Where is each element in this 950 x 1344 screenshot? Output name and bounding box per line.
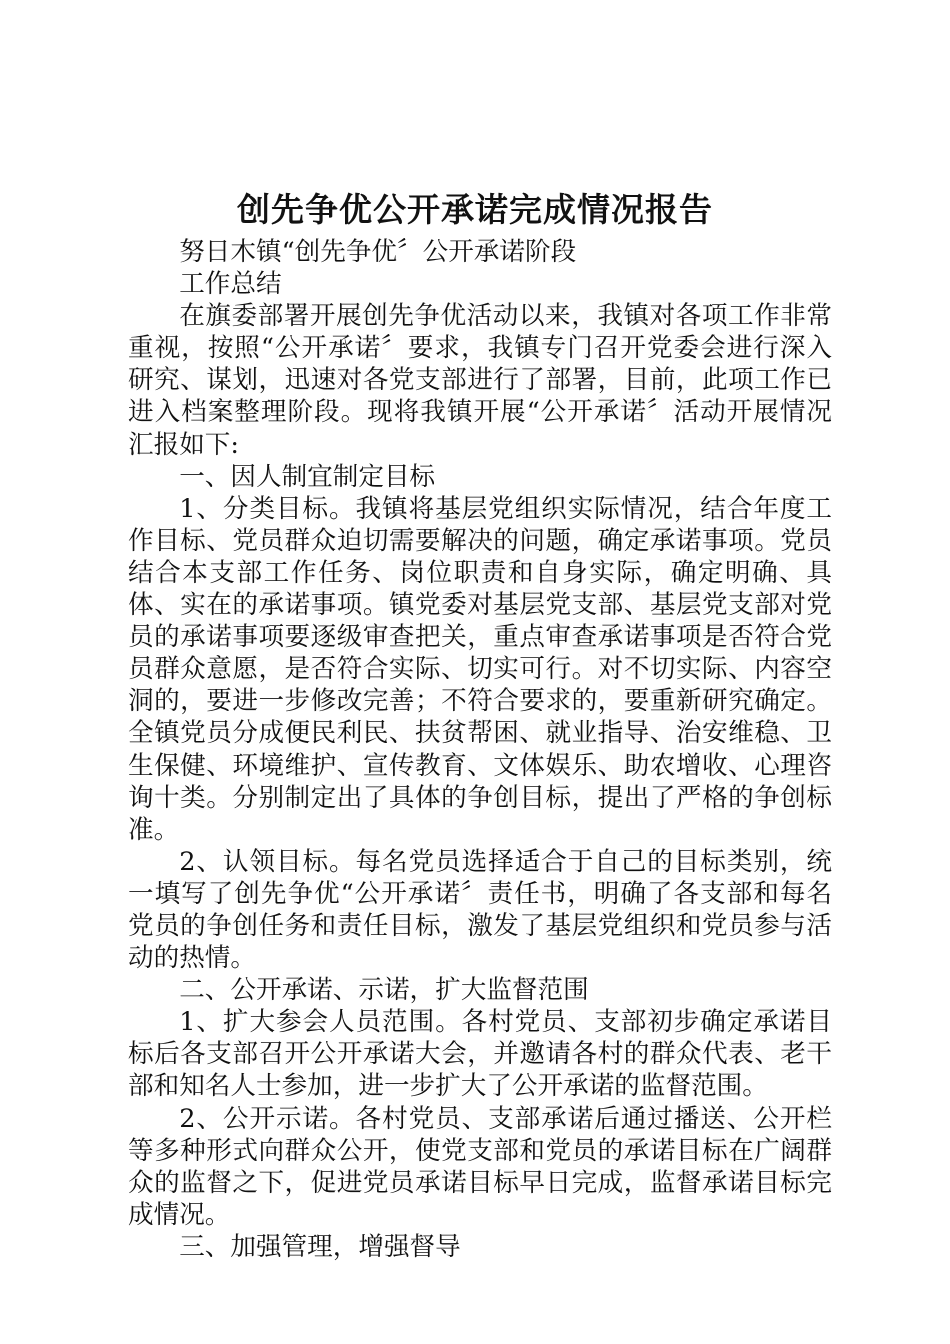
- subtitle-line-2: 工作总结: [179, 269, 282, 300]
- body-paragraph: 1、分类目标。我镇将基层党组织实际情况，结合年度工作目标、党员群众迫切需要解决的问题，确定承诺事项。党员结合本支部工作任务、岗位职责和自身实际，确定明确、具体、实在的承诺事项。镇党委对基层党支部、基层党支部对党员的承诺事项要逐级审查把关，重点审查承诺事项是否符合党员群众意愿，是否符合实际、切实可行。对不切实际、内容空洞的，要进一步修改完善；不符合要求的，要重新研究确定。全镇党员分成便民利民、扶贫帮困、就业指导、治安维稳、卫生保健、环境维护、宣传教育、文体娱乐、助农增收、心理咨询十类。分别制定出了具体的争创目标，提出了严格的争创标准。: [128, 493, 832, 845]
- body-paragraph: 2、公开示诺。各村党员、支部承诺后通过播送、公开栏等多种形式向群众公开，使党支部和党员的承诺目标在广阔群众的监督之下，促进党员承诺目标早日完成，监督承诺目标完成情况。: [128, 1103, 832, 1230]
- section-heading-3: 三、加强管理，增强督导: [179, 1231, 461, 1262]
- body-paragraph: 1、扩大参会人员范围。各村党员、支部初步确定承诺目标后各支部召开公开承诺大会，并邀请各村的群众代表、老干部和知名人士参加，进一步扩大了公开承诺的监督范围。: [128, 1007, 832, 1102]
- intro-paragraph: 在旗委部署开展创先争优活动以来，我镇对各项工作非常重视，按照“公开承诺〞要求，我镇专门召开党委会进行深入研究、谋划，迅速对各党支部进行了部署，目前，此项工作已进入档案整理阶段。现将我镇开展“公开承诺〞活动开展情况汇报如下:: [128, 301, 832, 460]
- document-title: 创先争优公开承诺完成情况报告: [237, 190, 713, 229]
- body-paragraph: 2、认领目标。每名党员选择适合于自己的目标类别，统一填写了创先争优“公开承诺〞责任书，明确了各支部和每名党员的争创任务和责任目标，激发了基层党组织和党员参与活动的热情。: [128, 846, 832, 974]
- subtitle-line-1: 努日木镇“创先争优〞公开承诺阶段: [179, 237, 577, 267]
- section-heading-1: 一、因人制宜制定目标: [179, 461, 436, 492]
- section-heading-2: 二、公开承诺、示诺，扩大监督范围: [179, 975, 589, 1006]
- document-body: [128, 236, 832, 1263]
